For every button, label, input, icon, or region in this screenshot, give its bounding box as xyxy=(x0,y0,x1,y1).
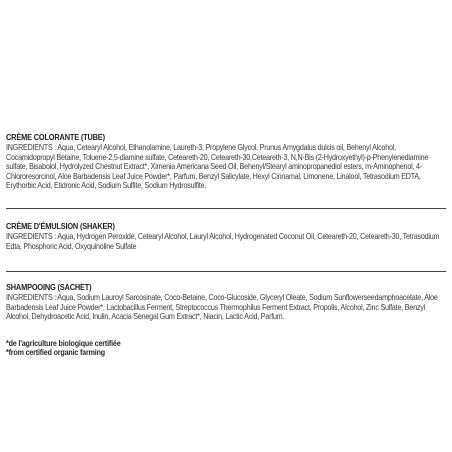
section-emulsion-cream xyxy=(6,221,446,272)
section-shampoo xyxy=(6,282,446,335)
ingredients-shampoo: INGREDIENTS : Aqua, Sodium Lauroyl Sarcosinate, Coco-Betaine, Coco-Glucoside, Glyceryl Oleate, Sodium Sunflowerseedamphoacetate, Aloe Barbadensis Leaf Juice Powder*, Lactobacillus Ferment, Streptococcus Thermophilus Ferment Extract, Propolis, Alcohol, Zinc Sulfate, Benzyl Alcohol, Dehydroacetic Acid, Inulin, Acacia Senegal Gum Extract*, Niacin, Lactic Acid, Parfum. xyxy=(6,292,438,322)
section-title-color-cream: CRÈME COLORANTE (TUBE) xyxy=(6,132,105,142)
ingredients-document xyxy=(6,132,446,358)
ingredients-color-cream: INGREDIENTS : Aqua, Cetearyl Alcohol, Ethanolamine, Laureth-3, Propylene Glycol, Prunus Amygdalus dulcis oil, Behenyl Alcohol, Cocamidopropyl Betaine, Toluene-2,5-diamine sulfate, Ceteareth-20, Ceteareth-30,Ceteareth-3, N,N-Bis (2-Hydroxyethyl)-p-Phenylenediamine sulfate, Bisabolol, Hydrolyzed Chestnut Extract*, Ximenia Americana Seed Oil, Behenyl/Stearyl aminopropanediol esters, m-Aminophenol, 4-Chlororesorcinol, Aloe Barbadensis Leaf Juice Powder*, Parfum, Benzyl Salicylate, Hexyl Cinnamal, Limonene, Linalool, Tetrasodium EDTA, Erythorbic Acid, Etidronic Acid, Sodium Sulfite, Sodium Hydrosulfite. xyxy=(6,142,429,191)
footnotes xyxy=(6,339,446,358)
section-title-shampoo: SHAMPOOING (SACHET) xyxy=(6,282,92,292)
section-color-cream xyxy=(6,132,446,209)
footnote-english: *from certified organic farming xyxy=(6,347,105,358)
section-title-emulsion-cream: CRÈME D'ÉMULSION (SHAKER) xyxy=(6,221,115,231)
footnote-french: *de l'agriculture biologique certifiée xyxy=(6,338,121,348)
ingredients-emulsion-cream: INGREDIENTS : Aqua, Hydrogen Peroxide, Cetearyl Alcohol, Lauryl Alcohol, Hydrogenated Coconut Oil, Ceteareth-20, Ceteareth-30, Tetrasodium Edta, Phosphoric Acid, Oxyquinoline Sulfate xyxy=(6,231,440,251)
